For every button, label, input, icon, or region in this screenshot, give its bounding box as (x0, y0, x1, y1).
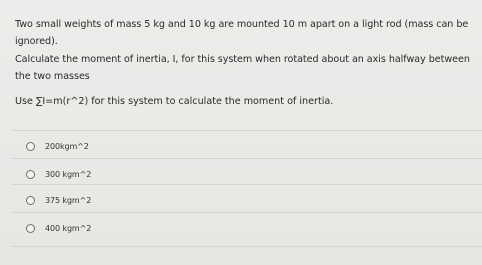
answer-choice-1[interactable] (26, 138, 89, 154)
choice-divider (12, 158, 482, 159)
question-text (15, 16, 470, 85)
radio-button[interactable] (26, 224, 35, 233)
radio-button[interactable] (26, 142, 35, 151)
question-line-3: Calculate the moment of inertia, I, for this system when rotated about an axis halfway between (15, 53, 470, 65)
question-line-2: ignored). (15, 36, 58, 48)
radio-button[interactable] (26, 196, 35, 205)
choice-divider (12, 130, 482, 131)
question-line-4: the two masses (15, 70, 90, 82)
answer-choice-2[interactable] (26, 166, 91, 182)
radio-button[interactable] (26, 170, 35, 179)
answer-choice-label: 375 kgm^2 (45, 195, 92, 205)
answer-choice-4[interactable] (26, 220, 91, 236)
choice-divider (12, 184, 482, 185)
question-instruction: Use ∑I=m(r^2) for this system to calculate the moment of inertia. (15, 96, 334, 107)
choice-divider (12, 212, 482, 213)
answer-choice-label: 200kgm^2 (45, 141, 89, 151)
answer-choice-3[interactable] (26, 192, 91, 208)
question-line-1: Two small weights of mass 5 kg and 10 kg are mounted 10 m apart on a light rod (mass can be (15, 19, 469, 30)
answer-choice-label: 400 kgm^2 (45, 223, 92, 233)
choice-divider (12, 246, 482, 247)
answer-choice-label: 300 kgm^2 (45, 169, 92, 179)
